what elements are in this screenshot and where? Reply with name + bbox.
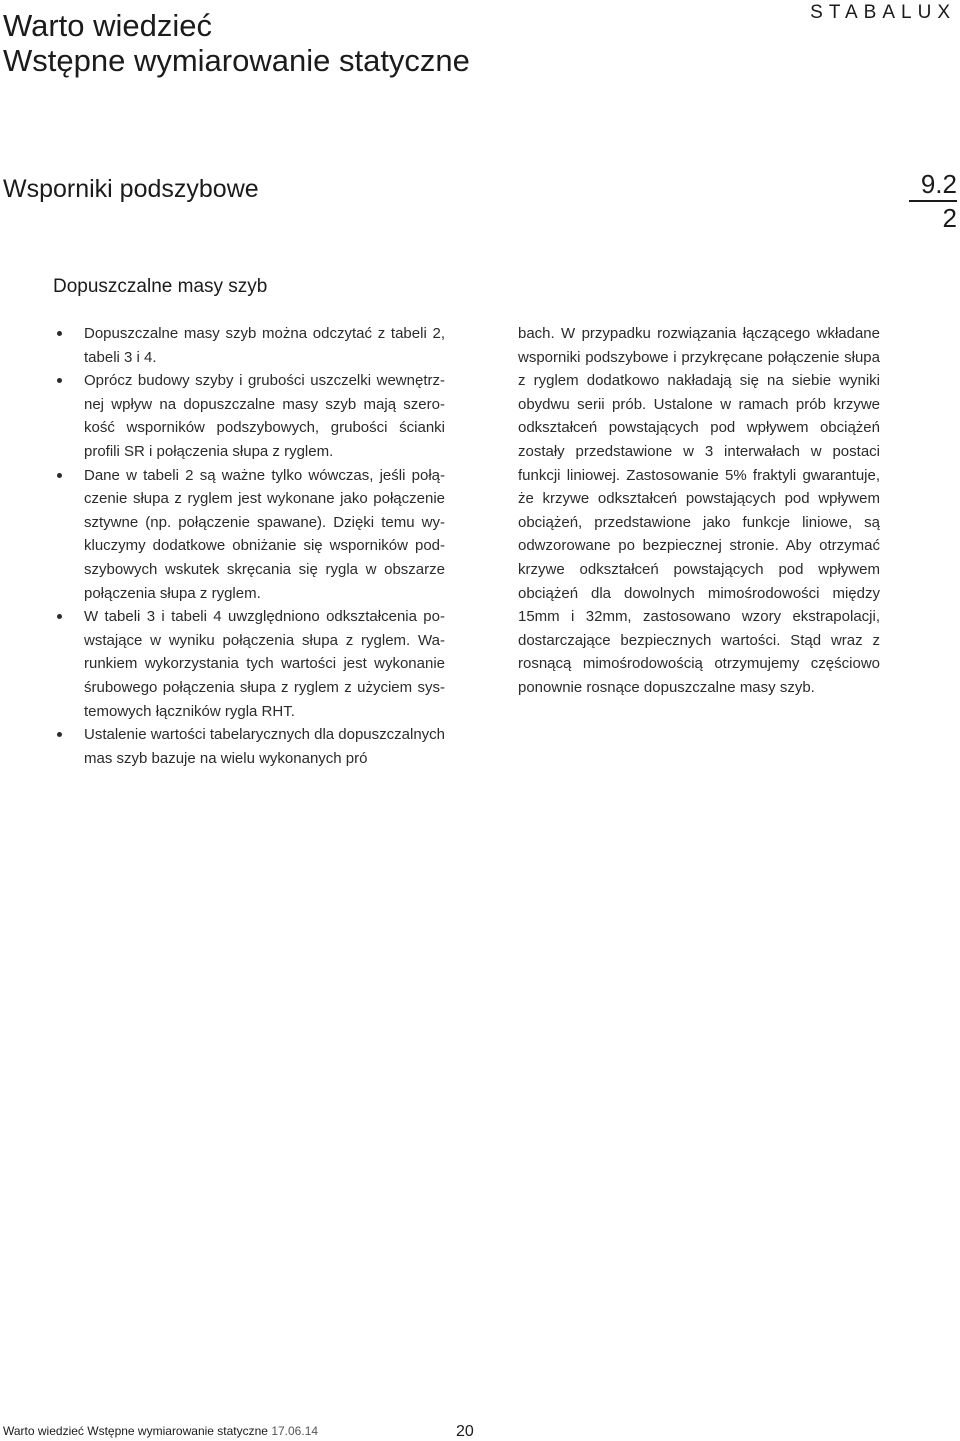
section-number (909, 168, 957, 234)
list-item (53, 369, 445, 463)
list-item-text: Dopuszczalne masy szyb można odczytać z tabeli 2, tabeli 3 i 4. (84, 325, 445, 366)
list-item-text: Ustalenie wartości tabelarycznych dla dopuszczalnych mas szyb bazuje na wielu wykonanych pró (84, 726, 446, 767)
bullet-icon (57, 732, 62, 737)
page-title-line1: Warto wiedzieć (3, 8, 213, 43)
bullet-icon (57, 378, 62, 383)
list-item (53, 723, 445, 770)
bullet-icon (57, 331, 62, 336)
right-column-paragraph: bach. W przypadku rozwiązania łączącego wkładane wsporniki podszybowe i przykręcane połączenie słupa z ryglem dodatkowo nakładają się na siebie wyniki obydwu serii prób. Ustalone w ramach prób krzywe odkształceń powstających pod wpływem obciążeń zostały przedstawione w 3 interwałach w postaci funkcji liniowej. Zastosowanie 5% fraktyli gwarantuje, że krzywe odkształceń powstających pod wpływem obciążeń, przedstawione jako funkcje liniowe, są odwzorowane po bezpiecznej stronie. Aby otrzymać krzywe odkształceń powstających pod wpływem obciążeń dla dowolnych mimośrodowości między 15mm i 32mm, zastosowano wzory ekstrapolacji, dostarczające bezpiecznych wartości. Stąd wraz z rosnącą mimośrodowością otrzymujemy częściowo ponownie rosnące dopuszczalne masy szyb. (518, 325, 880, 696)
page-title (3, 8, 470, 78)
footer-title: Warto wiedzieć Wstępne wymiarowanie statyczne (3, 1424, 268, 1438)
list-item (53, 322, 445, 369)
bullet-list (53, 322, 445, 770)
list-item-text: W tabeli 3 i tabeli 4 uwzględniono odkształcenia powstające w wyniku połączenia słupa z ryglem. Warunkiem wykorzystania tych wartości jest wykonanie śrubowego połączenia słupa z ryglem z użyciem systemowych łączników rygla RHT. (84, 608, 445, 720)
bullet-icon (57, 614, 62, 619)
list-item-text: Oprócz budowy szyby i grubości uszczelki wewnętrznej wpływ na dopuszczalne masy szyb mają szerokość wsporników podszybowych, grubości ścianki profili SR i połączenia słupa z ryglem. (84, 372, 445, 460)
list-item (53, 605, 445, 723)
list-item-text: Dane w tabeli 2 są ważne tylko wówczas, jeśli połączenie słupa z ryglem jest wykonane jako połączenie sztywne (np. połączenie spawane). Dzięki temu wykluczymy dodatkowe obniżanie się wsporników podszybowych wskutek skręcania się rygla w obszarze połączenia słupa z ryglem. (84, 466, 445, 602)
footer-date: 17.06.14 (271, 1424, 319, 1438)
page-number: 20 (456, 1423, 474, 1440)
footer (3, 1423, 318, 1439)
brand-logo: STABALUX (810, 2, 956, 23)
bullet-icon (57, 473, 62, 478)
section-number-bottom: 2 (942, 203, 957, 233)
subheading: Dopuszczalne masy szyb (53, 276, 268, 297)
section-number-top: 9.2 (909, 168, 957, 202)
section-title: Wsporniki podszybowe (3, 175, 259, 203)
list-item (53, 464, 445, 606)
page-title-line2: Wstępne wymiarowanie statyczne (3, 43, 470, 78)
left-column (53, 322, 445, 770)
